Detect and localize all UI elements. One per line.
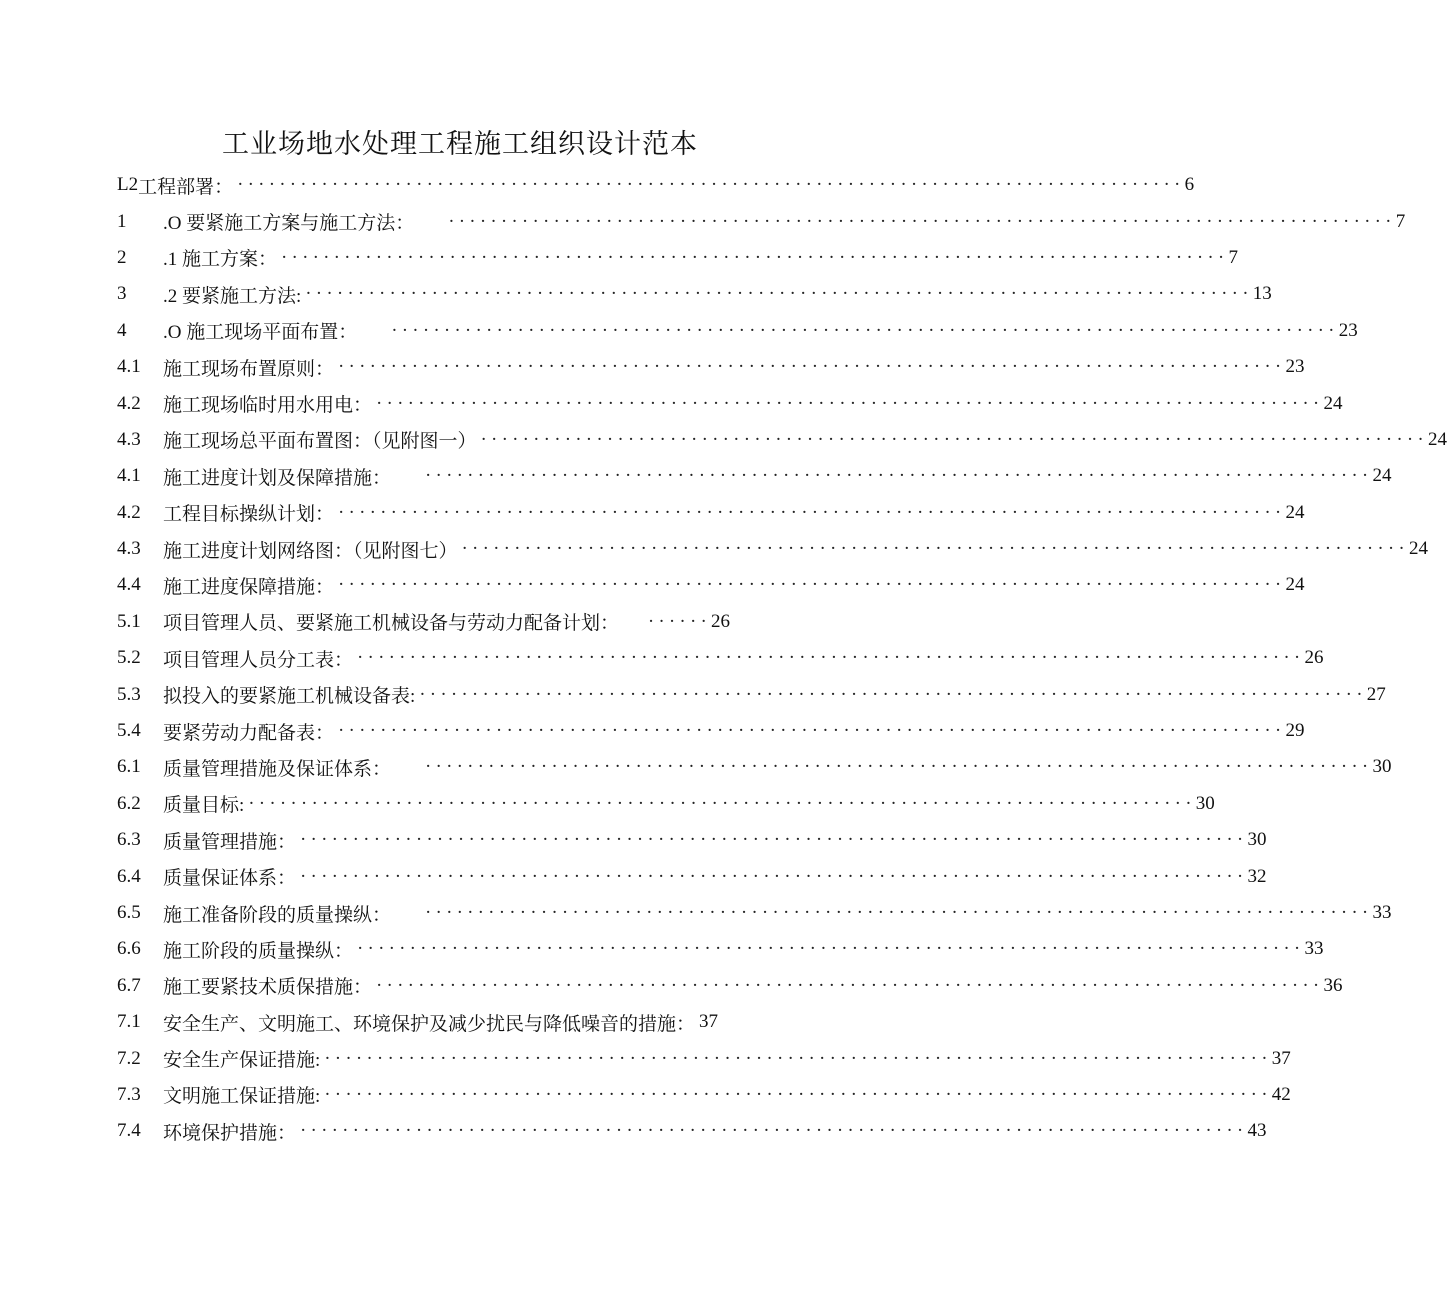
- toc-entry-page: 42: [1271, 1083, 1291, 1105]
- toc-entry[interactable]: [117, 567, 1305, 603]
- toc-entry-number: 1: [117, 210, 127, 232]
- toc-entry-label: 安全生产、文明施工、环境保护及减少扰民与降低噪音的措施：: [163, 1013, 696, 1035]
- toc-entry-label: 要紧劳动力配备表：: [163, 722, 335, 744]
- toc-entry[interactable]: [117, 203, 1406, 239]
- toc-entry[interactable]: [117, 713, 1305, 749]
- toc-entry[interactable]: [117, 531, 1428, 567]
- dot-leader: ··························································································: [357, 938, 1305, 960]
- toc-entry-label: 施工进度保障措施：: [163, 576, 335, 598]
- toc-entry-label: 质量目标:: [163, 795, 245, 817]
- toc-entry[interactable]: [117, 349, 1305, 385]
- toc-entry-label: 环境保护措施：: [163, 1122, 297, 1144]
- toc-entry-label: 施工现场临时用水用电：: [163, 395, 373, 417]
- toc-entry-page: 7: [1228, 246, 1238, 268]
- toc-entry-number: 3: [117, 283, 127, 305]
- toc-entry[interactable]: [117, 895, 1392, 931]
- toc-entry-label: 施工现场布置原则：: [163, 358, 335, 380]
- dot-leader: ··························································································: [357, 647, 1305, 669]
- toc-entry-page: 37: [699, 1011, 719, 1033]
- toc-entry[interactable]: [117, 458, 1392, 494]
- toc-entry[interactable]: [117, 749, 1392, 785]
- toc-entry-page: 13: [1252, 283, 1272, 305]
- toc-entry-number: 6.3: [117, 829, 141, 851]
- toc-entry[interactable]: [117, 495, 1305, 531]
- table-of-contents: [117, 167, 1447, 1150]
- toc-entry-page: 33: [1372, 902, 1392, 923]
- dot-leader: ··························································································: [248, 792, 1196, 814]
- toc-entry-number: 7.3: [117, 1083, 141, 1105]
- toc-entry[interactable]: [117, 276, 1272, 312]
- toc-entry-label: 项目管理人员、要紧施工机械设备与劳动力配备计划：: [163, 613, 620, 635]
- page-title: 工业场地水处理工程施工组织设计范本: [222, 129, 698, 159]
- toc-entry-number: 2: [117, 246, 127, 268]
- dot-leader: ··························································································: [425, 756, 1373, 778]
- toc-entry-number: 5.1: [117, 610, 141, 632]
- toc-entry-number: L2: [117, 174, 139, 196]
- toc-entry-number: 4.1: [117, 465, 141, 487]
- toc-entry-number: 4.3: [117, 428, 141, 450]
- toc-entry[interactable]: [117, 786, 1215, 822]
- dot-leader: ··························································································: [376, 974, 1324, 996]
- toc-entry-page: 27: [1366, 683, 1386, 705]
- dot-leader: ······: [647, 610, 712, 632]
- toc-entry-number: 6.1: [117, 756, 141, 778]
- toc-entry-number: 6.6: [117, 938, 141, 960]
- toc-entry[interactable]: [117, 858, 1267, 894]
- toc-entry-label: 拟投入的要紧施工机械设备表:: [163, 686, 416, 708]
- dot-leader: ··························································································: [461, 538, 1409, 560]
- toc-entry-page: 30: [1372, 756, 1392, 778]
- dot-leader: ··························································································: [300, 1120, 1248, 1142]
- toc-entry-page: 36: [1323, 974, 1343, 996]
- toc-entry-label: 项目管理人员分工表：: [163, 649, 354, 671]
- toc-entry-page: 7: [1395, 210, 1406, 232]
- toc-entry-number: 6.2: [117, 792, 141, 814]
- toc-entry[interactable]: [117, 1113, 1267, 1149]
- toc-entry-label: .1 施工方案：: [163, 249, 278, 271]
- toc-entry-number: 5.2: [117, 647, 141, 669]
- toc-entry-page: 23: [1285, 356, 1305, 378]
- toc-entry[interactable]: [117, 676, 1386, 712]
- toc-entry-number: 6.4: [117, 865, 141, 887]
- toc-entry-number: 5.3: [117, 683, 141, 705]
- toc-entry-number: 4.2: [117, 501, 141, 523]
- toc-entry-page: 30: [1195, 792, 1215, 814]
- toc-entry[interactable]: [117, 968, 1343, 1004]
- dot-leader: ··························································································: [425, 902, 1373, 923]
- toc-entry[interactable]: [117, 1077, 1291, 1113]
- toc-entry-label: 施工要紧技术质保措施：: [163, 977, 373, 999]
- toc-entry-number: 4: [117, 319, 127, 341]
- dot-leader: ··························································································: [425, 465, 1373, 487]
- toc-entry-label: 质量管理措施：: [163, 831, 297, 853]
- toc-entry-label: .O 要紧施工方案与施工方法：: [163, 213, 415, 235]
- toc-entry-page: 24: [1408, 538, 1428, 560]
- toc-entry-number: 6.7: [117, 974, 141, 996]
- toc-entry-page: 24: [1285, 574, 1305, 596]
- toc-entry-number: 7.4: [117, 1120, 141, 1142]
- dot-leader: ··························································································: [281, 246, 1229, 268]
- dot-leader: ··························································································: [300, 865, 1248, 887]
- toc-entry-page: 26: [711, 610, 731, 632]
- toc-entry-page: 24: [1285, 501, 1305, 523]
- toc-entry-label: 工程部署：: [138, 176, 234, 198]
- toc-entry-label: 施工现场总平面布置图：（见附图一）: [163, 431, 477, 453]
- dot-leader: ··························································································: [338, 501, 1286, 523]
- toc-entry-label: 施工准备阶段的质量操纵：: [163, 904, 392, 926]
- toc-entry[interactable]: [117, 240, 1238, 276]
- dot-leader: ··························································································: [324, 1083, 1272, 1105]
- dot-leader: ··························································································: [300, 829, 1248, 851]
- toc-entry-label: 安全生产保证措施:: [163, 1050, 321, 1072]
- toc-entry-label: .O 施工现场平面布置：: [163, 322, 358, 344]
- toc-entry-label: .2 要紧施工方法:: [163, 285, 302, 307]
- toc-entry-number: 7.1: [117, 1011, 141, 1033]
- dot-leader: ··························································································: [376, 392, 1324, 414]
- toc-entry-page: 6: [1184, 174, 1195, 196]
- dot-leader: ··························································································: [338, 574, 1286, 596]
- toc-entry[interactable]: [117, 604, 795, 640]
- toc-entry-label: 施工进度计划及保障措施：: [163, 467, 392, 489]
- toc-entry-number: 6.5: [117, 902, 141, 923]
- toc-entry-label: 施工阶段的质量操纵：: [163, 940, 354, 962]
- dot-leader: ··························································································: [237, 174, 1185, 196]
- toc-entry-number: 4.3: [117, 538, 141, 560]
- toc-entry[interactable]: [117, 1040, 1291, 1076]
- toc-entry-number: 4.1: [117, 356, 141, 378]
- dot-leader: ··························································································: [419, 683, 1367, 705]
- dot-leader: ··························································································: [391, 319, 1339, 341]
- toc-entry[interactable]: [117, 1004, 795, 1040]
- toc-entry-number: 4.2: [117, 392, 141, 414]
- toc-entry-label: 质量保证体系：: [163, 868, 297, 890]
- toc-entry-label: 质量管理措施及保证体系：: [163, 758, 392, 780]
- toc-entry-label: 施工进度计划网络图：（见附图七）: [163, 540, 458, 562]
- toc-entry-label: 工程目标操纵计划：: [163, 504, 335, 526]
- dot-leader: ··························································································: [338, 720, 1286, 742]
- dot-leader: ··························································································: [480, 428, 1428, 450]
- dot-leader: ··························································································: [338, 356, 1286, 378]
- toc-entry[interactable]: [117, 385, 1343, 421]
- toc-entry[interactable]: [117, 931, 1324, 967]
- toc-entry-page: 24: [1323, 392, 1343, 414]
- dot-leader: ··························································································: [305, 283, 1253, 305]
- toc-entry-number: 5.4: [117, 720, 141, 742]
- dot-leader: ··························································································: [324, 1047, 1272, 1069]
- toc-entry-number: 7.2: [117, 1047, 141, 1069]
- toc-entry-number: 4.4: [117, 574, 141, 596]
- toc-entry-label: 文明施工保证措施:: [163, 1086, 321, 1108]
- toc-entry-page: 23: [1338, 319, 1358, 341]
- toc-entry[interactable]: [117, 822, 1267, 858]
- toc-entry-page: 24: [1372, 465, 1392, 487]
- toc-entry-page: 26: [1304, 647, 1324, 669]
- dot-leader: ··························································································: [448, 210, 1396, 232]
- toc-entry-page: 33: [1304, 938, 1324, 960]
- toc-entry-page: 24: [1427, 428, 1447, 450]
- toc-entry-page: 43: [1247, 1120, 1267, 1142]
- toc-entry[interactable]: [117, 422, 1447, 458]
- toc-entry-page: 30: [1247, 829, 1267, 851]
- toc-entry-page: 37: [1271, 1047, 1291, 1069]
- toc-entry[interactable]: [117, 313, 1358, 349]
- toc-entry[interactable]: [117, 640, 1324, 676]
- toc-entry[interactable]: [117, 167, 1195, 203]
- toc-entry-page: 32: [1247, 865, 1267, 887]
- toc-entry-page: 29: [1285, 720, 1305, 742]
